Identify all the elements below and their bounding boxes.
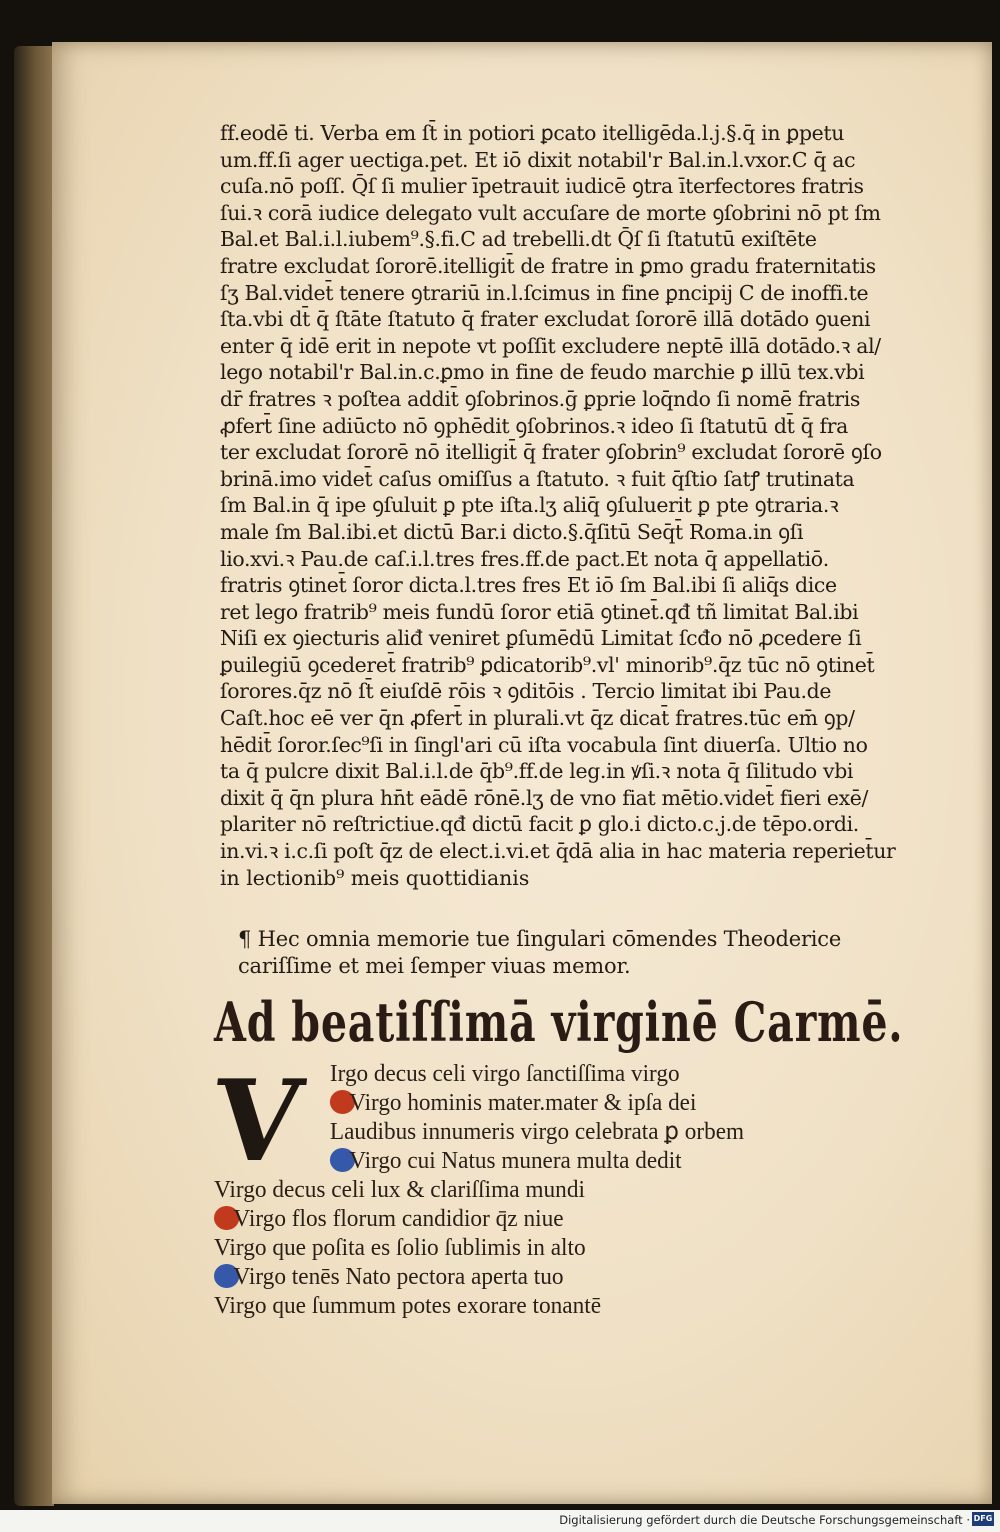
prose-line: lego notabil'r Bal.in.c.ꝑmo in fine de feudo marchie ꝑ illū tex.vbi xyxy=(220,360,865,385)
prose-line: ſui.ꝛ corā iudice delegato vult accuſare de morte ꝯſobrini nō pt ſm xyxy=(220,200,881,225)
prose-line: ter excludat ſororē nō itelligit̄ q̄ frater ꝯſobrin⁹ excludat ſororē ꝯſo xyxy=(220,440,882,465)
poem-verse: Irgo decus celi virgo ſanctiſſima virgo xyxy=(329,1061,680,1087)
prose-line: ſm Bal.in q̄ ipe ꝯſuluit ꝑ pte iſta.lʒ aliq̄ ꝯſuluerit ꝑ pte ꝯtraria.ꝛ xyxy=(220,493,839,518)
funding-credit: Digitalisierung gefördert durch die Deutsche Forschungsgemeinschaft · xyxy=(559,1513,970,1527)
closing-paragraph xyxy=(238,926,898,980)
prose-line: Niſi ex ꝯiecturis aliđ veniret ꝑſumēdū Limitat ſcđo nō ꝓcedere ſi xyxy=(220,626,862,651)
prose-line: ff.eodē ti. Verba em ſt̄ in potiori ꝑcato itelligēda.l.j.§.q̄ in ꝑpetu xyxy=(220,121,845,145)
poem-verse: Virgo hominis mater.mater & ipſa dei xyxy=(214,1089,890,1118)
prose-line: cuſa.nō poſſ. Q̄ſ ſi mulier īpetrauit iudicē ꝯtra īterfectores fratris xyxy=(220,174,864,199)
prose-line: in lectionib⁹ meis quottidianis xyxy=(220,865,530,890)
book-spine-edge xyxy=(14,46,54,1506)
carmen-heading: Ad beatiſſimā virginē Carmē. xyxy=(214,990,904,1054)
prose-line: brinā.imo videt̄ caſus omiſſus a ſtatuto. ꝛ fuit q̄ſtio ſatꝭ trutinata xyxy=(220,466,855,491)
poem-verse: Virgo decus celi lux & clariſſima mundi xyxy=(214,1177,585,1203)
prose-line: plariter nō reſtrictiue.qđ dictū facit ꝑ glo.i dicto.c.j.de tēpo.ordi. xyxy=(220,812,859,837)
dfg-logo: DFG xyxy=(972,1512,994,1526)
prose-line: ſta.vbi dt̄ q̄ ſtāte ſtatuto q̄ frater excludat ſororē illā dotādo ꝯueni xyxy=(220,307,871,332)
prose-line: ſʒ Bal.videt̄ tenere ꝯtrariū in.l.ſcimus in fine ꝑncipij C de inoffi.te xyxy=(220,280,869,305)
poem-verse: Virgo flos florum candidior q̄z niue xyxy=(214,1205,894,1234)
prose-line: ſorores.q̄z nō ſt̄ eiuſdē rōis ꝛ ꝯditōis . Tercio limitat ibi Pau.de xyxy=(220,679,832,704)
prose-line: ꝓfert̄ ſine adiūcto nō ꝯphēdit ꝯſobrinos.ꝛ ideo ſi ſtatutū dt̄ q̄ fra xyxy=(220,413,848,438)
prose-line: Caſt.hoc eē ver q̄n ꝓfert̄ in plurali.vt q̄z dicat̄ fratres.tūc em̄ ꝯp/ xyxy=(220,706,855,731)
prose-line: fratris ꝯtinet̄ ſoror dicta.l.tres fres Et iō ſm Bal.ibi ſi aliq̄s dice xyxy=(220,573,837,598)
prose-line: in.vi.ꝛ i.c.ſi poſt q̄z de elect.i.vi.et q̄dā alia in hac materia reperiet̄ur xyxy=(220,839,896,864)
prose-line: hēdit̄ ſoror.ſec⁹ſi in ſingl'ari cū iſta vocabula ſint diuerſa. Ultio no xyxy=(220,732,868,757)
prose-line: fratre excludat ſororē.itelligit̄ de fratre in ꝑmo gradu fraternitatis xyxy=(220,253,876,278)
prose-text-block xyxy=(220,120,910,891)
closing-line: ¶ Hec omnia memorie tue ſingulari cōmendes Theoderice xyxy=(238,927,842,951)
prose-line: dixit q̄ q̄n plura hn̄t eādē rōnē.lʒ de vno fiat mētio.videt̄ fieri exē/ xyxy=(220,785,869,810)
closing-line: cariſſime et mei ſemper viuas memor. xyxy=(238,954,631,978)
poem-verse: Virgo que ſummum potes exorare tonantē xyxy=(214,1293,602,1319)
poem-block xyxy=(214,1060,914,1321)
prose-line: enter q̄ idē erit in nepote vt poſſit excludere neptē illā dotādo.ꝛ al/ xyxy=(220,333,881,358)
prose-line: male ſm Bal.ibi.et dictū Bar.i dicto.§.q̄ſitū Seq̄t̄ Roma.in ꝯſi xyxy=(220,519,804,544)
prose-line: ꝑuilegiū ꝯcederet̄ fratrib⁹ ꝑdicatorib⁹.vl' minorib⁹.q̄z tūc nō ꝯtinet̄ xyxy=(220,652,875,677)
prose-line: Bal.et Bal.i.l.iubem⁹.§.fi.C ad trebelli.dt Q̄ſ ſi ſtatutū exiſtēte xyxy=(220,227,817,252)
prose-line: dr̄ fratres ꝛ poſtea addit̄ ꝯſobrinos.ḡ ꝑprie loq̄ndo ſi nomē fratris xyxy=(220,386,861,411)
poem-verse: Virgo tenēs Nato pectora aperta tuo xyxy=(214,1263,894,1292)
poem-verse: Laudibus innumeris virgo celebrata ꝑ orbem xyxy=(329,1119,745,1145)
prose-line: um.ff.ſi ager uectiga.pet. Et iō dixit notabil'r Bal.in.l.vxor.C q̄ ac xyxy=(220,147,856,172)
prose-line: ret lego fratrib⁹ meis fundū ſoror etiā ꝯtinet̄.qđ tñ limitat Bal.ibi xyxy=(220,599,859,624)
poem-verse: Virgo cui Natus munera multa dedit xyxy=(214,1147,890,1176)
prose-line: ta q̄ pulcre dixit Bal.i.l.de q̄b⁹.ff.de leg.in ꝟſi.ꝛ nota q̄ ſilitudo vbi xyxy=(220,759,854,784)
decorated-initial: V xyxy=(207,1056,308,1187)
prose-line: lio.xvi.ꝛ Pau.de caſ.i.l.tres fres.ff.de pact.Et nota q̄ appellatiō. xyxy=(220,546,829,571)
poem-verse: Virgo que poſita es ſolio ſublimis in alto xyxy=(214,1235,586,1261)
